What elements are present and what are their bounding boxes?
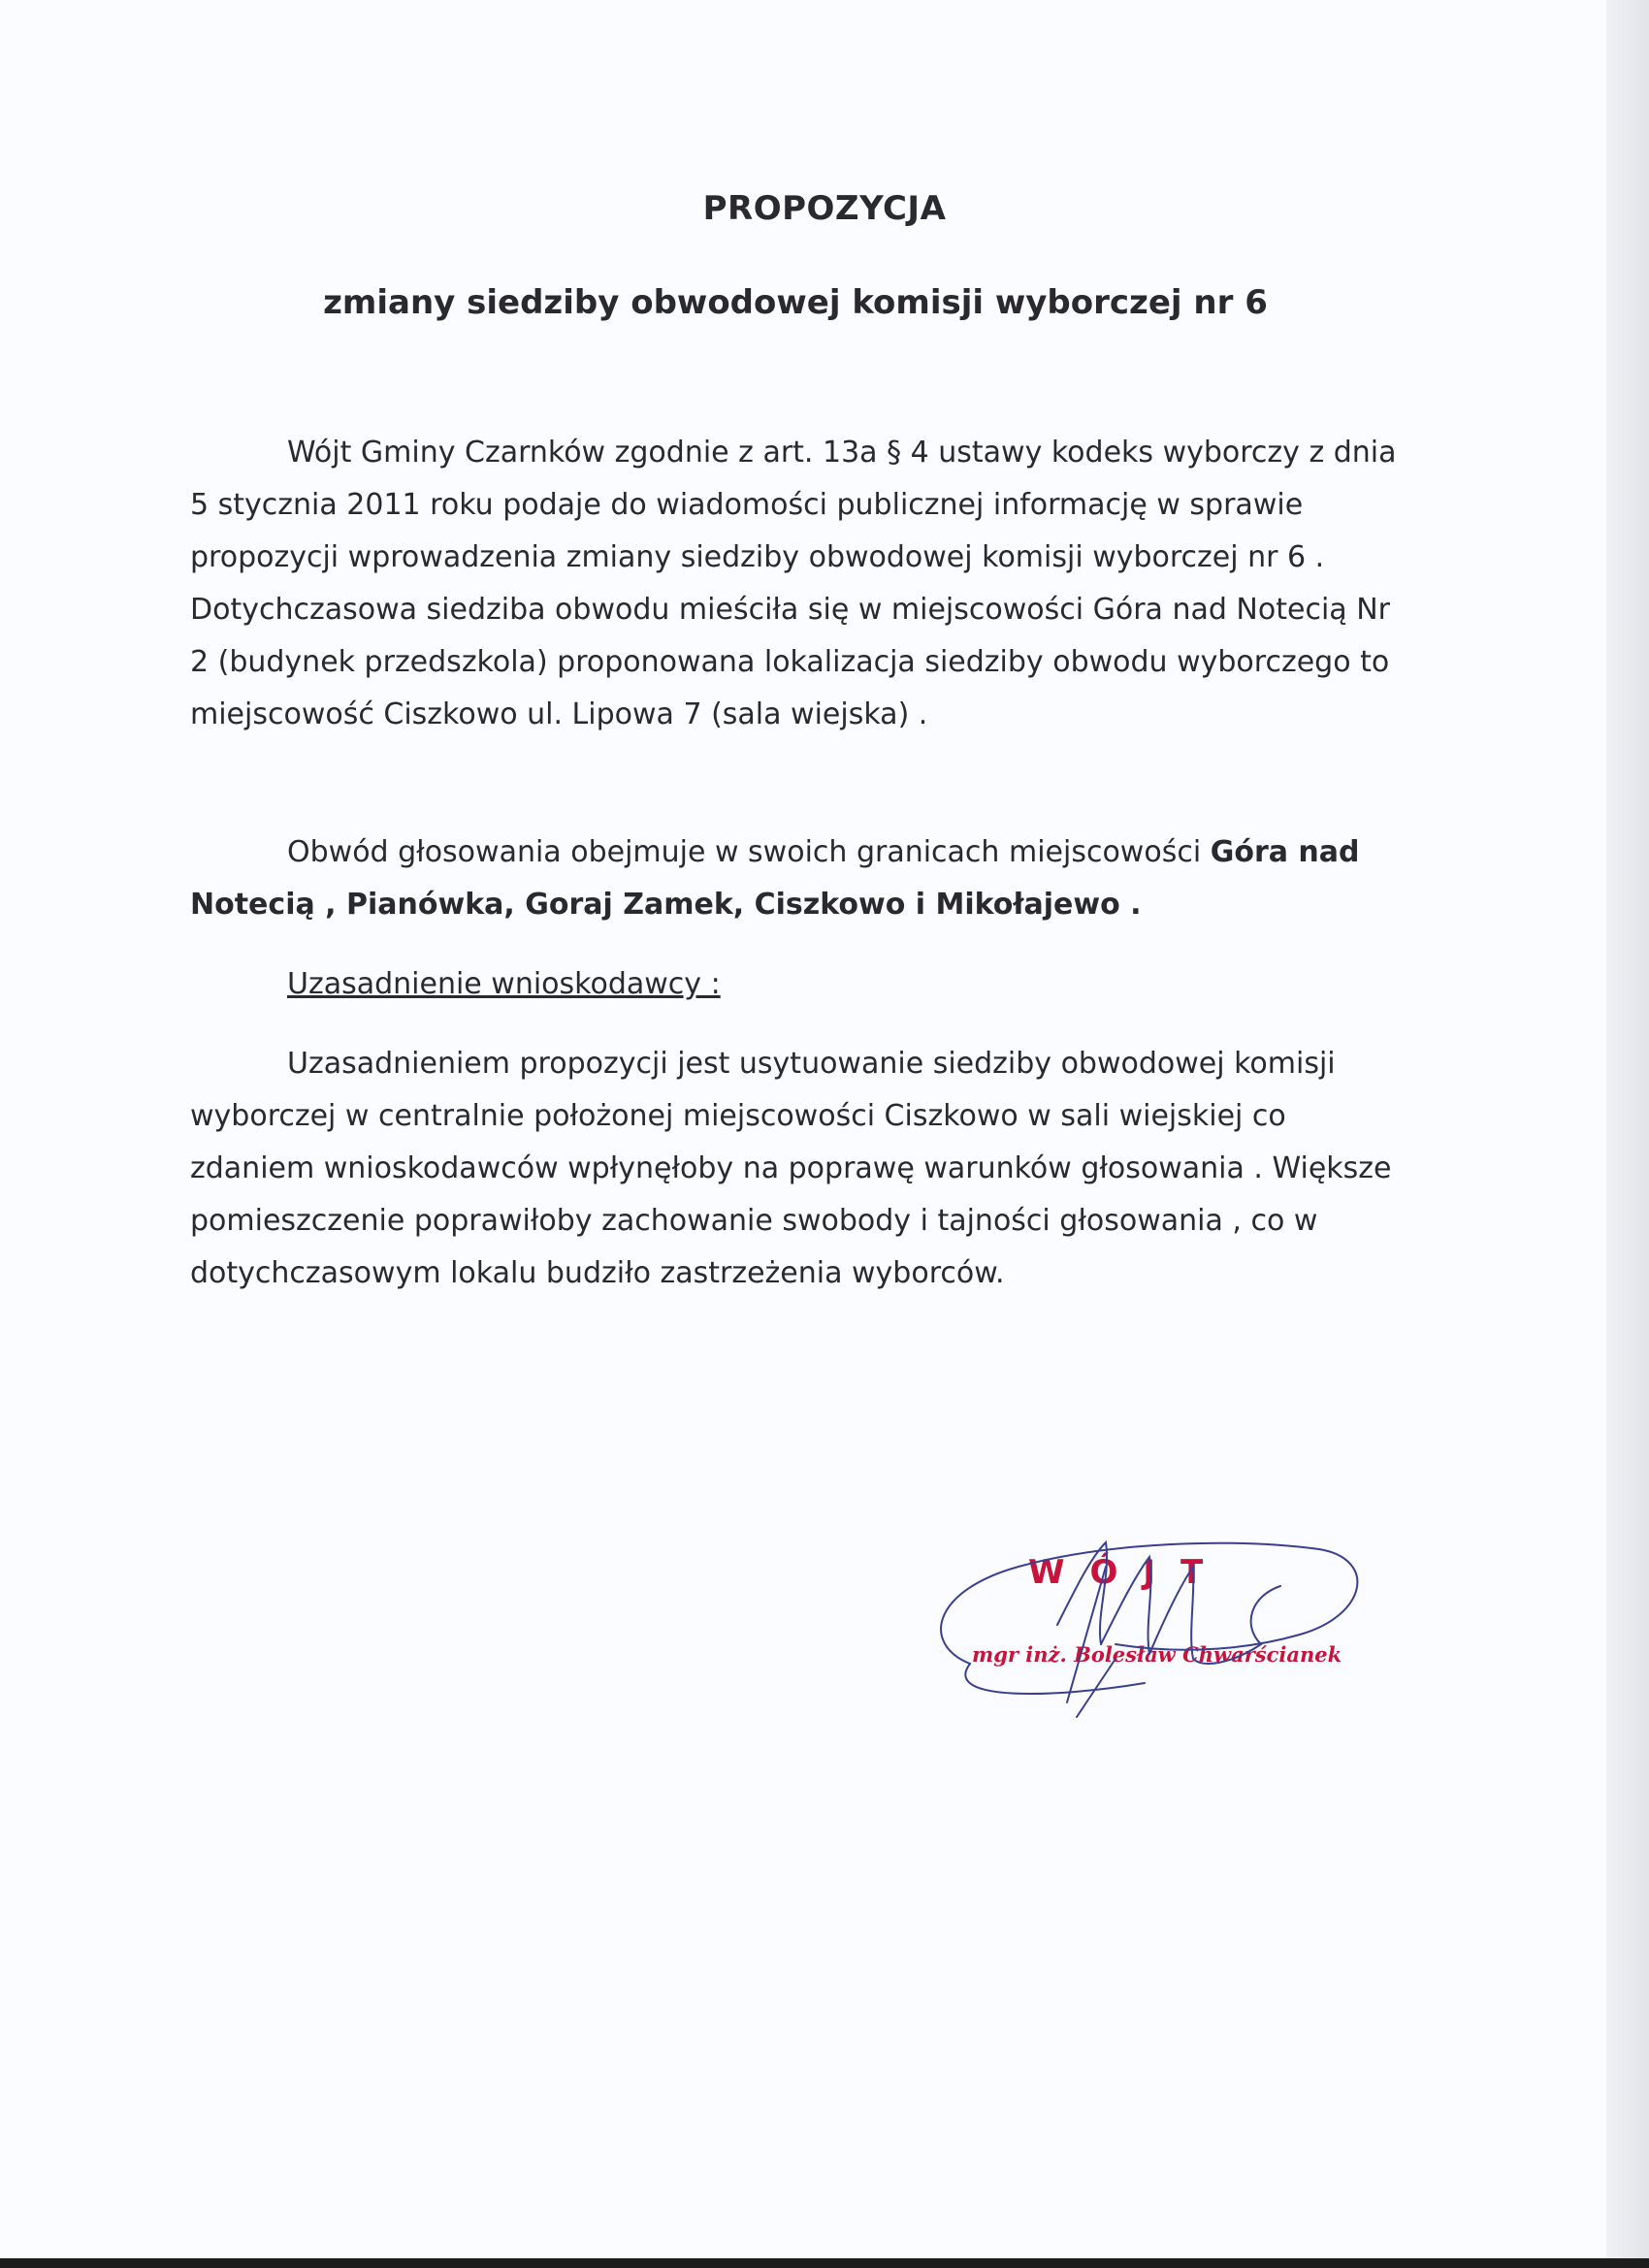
paragraph-justification [190,1038,1412,1300]
scan-edge-bottom [0,2258,1649,2268]
paragraph-district-places: Góra nad Notecią , Pianówka, Goraj Zamek, Ciszkowo i Mikołajewo . [190,835,1360,922]
paragraph-justification-text: Uzasadnieniem propozycji jest usytuowanie siedziby obwodowej komisji wyborczej w centralnie położonej miejscowości Ciszkowo w sali wiejskiej co zdaniem wnioskodawców wpłynęłoby na poprawę warunków głosowania . Większe pomieszczenie poprawiłoby zachowanie swobody i tajności głosowania , co w dotychczasowym lokalu budziło zastrzeżenia wyborców. [190,1047,1392,1290]
justification-heading-wrap [190,958,1412,1011]
scan-edge-right [1606,0,1649,2268]
document-subtitle: zmiany siedziby obwodowej komisji wyborczej nr 6 [323,283,1268,322]
document-title: PROPOZYCJA [702,189,947,228]
stamp-name: mgr inż. Bolesław Chwarścianek [972,1642,1342,1667]
paragraph-announcement [190,427,1412,741]
paragraph-district-scope [190,826,1412,931]
paragraph-announcement-text: Wójt Gminy Czarnków zgodnie z art. 13a § 4 ustawy kodeks wyborczy z dnia 5 stycznia 2011 roku podaje do wiadomości publicznej informację w sprawie propozycji wprowadzenia zmiany siedziby obwodowej komisji wyborczej nr 6 . Dotychczasowa siedziba obwodu mieściła się w miejscowości Góra nad Notecią Nr 2 (budynek przedszkola) proponowana lokalizacja siedziby obwodu wyborczego to miejscowość Ciszkowo ul. Lipowa 7 (sala wiejska) . [190,436,1397,731]
justification-heading: Uzasadnienie wnioskodawcy : [287,967,721,1001]
stamp-title: WÓJT [1028,1553,1229,1592]
paragraph-district-intro: Obwód głosowania obejmuje w swoich granicach miejscowości [287,835,1202,869]
handwritten-signature [912,1499,1416,1722]
signature-stamp [912,1499,1416,1722]
